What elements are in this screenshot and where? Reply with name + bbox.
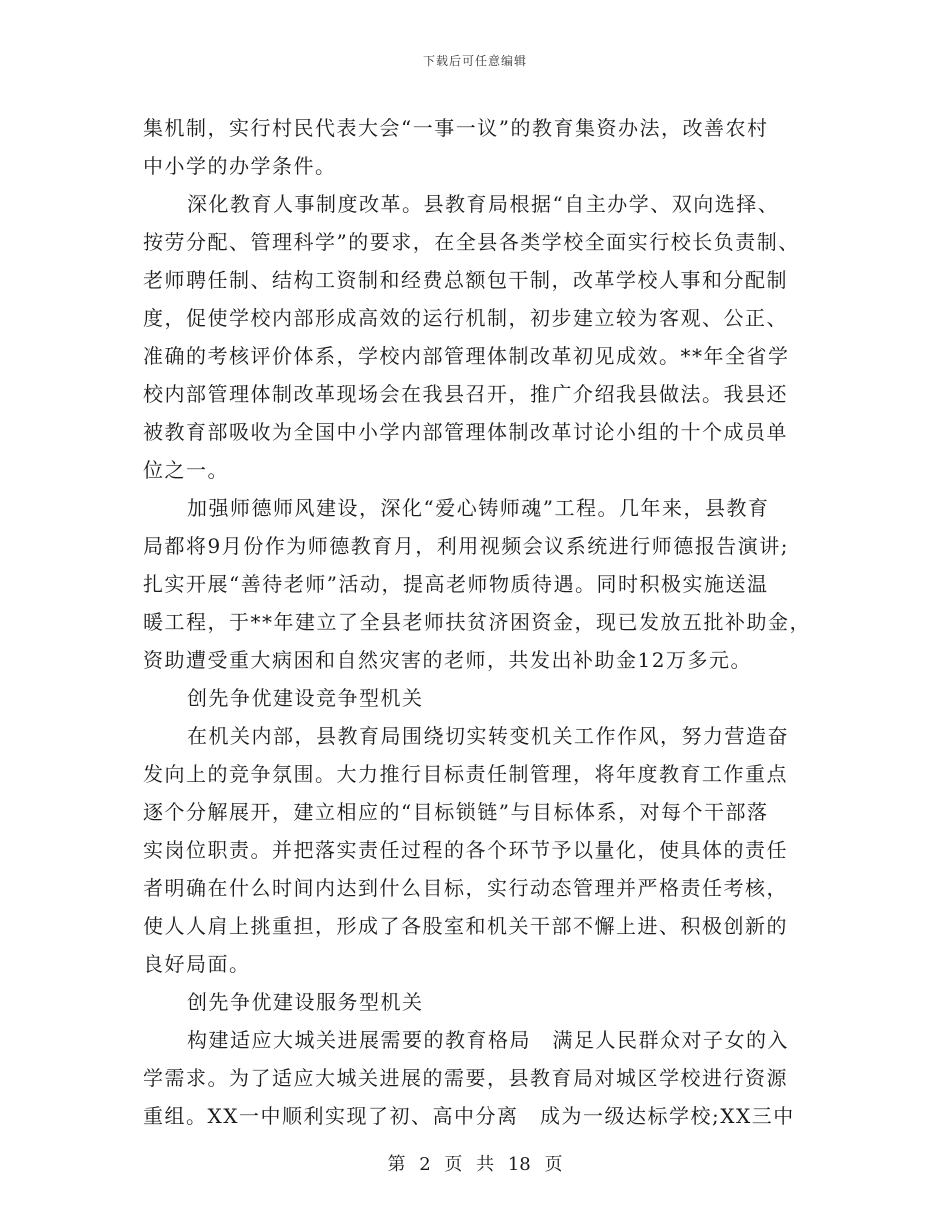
text-line: 重组。XX一中顺利实现了初、高中分离 成为一级达标学校;XX三中 <box>143 1104 795 1128</box>
text-line: 发向上的竞争氛围。大力推行目标责任制管理，将年度教育工作重点 <box>143 762 788 786</box>
text-line: 资助遭受重大病困和自然灾害的老师，共发出补助金12万多元。 <box>143 648 752 672</box>
text-line: 校内部管理体制改革现场会在我县召开，推广介绍我县做法。我县还 <box>143 382 788 406</box>
text-line: 局都将9月份作为师德教育月，利用视频会议系统进行师德报告演讲; <box>143 534 789 558</box>
text-line: 被教育部吸收为全国中小学内部管理体制改革讨论小组的十个成员单 <box>143 420 788 444</box>
paragraph-start: 深化教育人事制度改革。县教育局根据“自主办学、双向选择、 <box>187 192 780 216</box>
section-heading: 创先争优建设竞争型机关 <box>187 686 424 710</box>
text-line: 使人人肩上挑重担，形成了各股室和机关干部不懈上进、积极创新的 <box>143 914 788 938</box>
section-heading: 创先争优建设服务型机关 <box>187 990 424 1014</box>
text-line: 老师聘任制、结构工资制和经费总额包干制，改革学校人事和分配制 <box>143 268 788 292</box>
text-line: 准确的考核评价体系，学校内部管理体制改革初见成效。**年全省学 <box>143 344 790 368</box>
text-line: 按劳分配、管理科学”的要求，在全县各类学校全面实行校长负责制、 <box>143 230 800 254</box>
document-body <box>143 109 811 1135</box>
page-header-note: 下载后可任意编辑 <box>422 54 527 68</box>
text-line: 良好局面。 <box>143 952 251 976</box>
text-line: 逐个分解展开，建立相应的“目标锁链”与目标体系，对每个干部落 <box>143 800 769 824</box>
text-line: 学需求。为了适应大城关进展的需要，县教育局对城区学校进行资源 <box>143 1066 788 1090</box>
text-line: 暖工程，于**年建立了全县老师扶贫济困资金，现已发放五批补助金， <box>143 610 811 634</box>
text-line: 度，促使学校内部形成高效的运行机制，初步建立较为客观、公正、 <box>143 306 788 330</box>
text-line: 扎实开展“善待老师”活动，提高老师物质待遇。同时积极实施送温 <box>143 572 769 596</box>
text-line: 集机制，实行村民代表大会“一事一议”的教育集资办法，改善农村 <box>143 116 769 140</box>
page-number: 第 2 页 共 18 页 <box>387 1154 563 1175</box>
text-line: 者明确在什么时间内达到什么目标，实行动态管理并严格责任考核， <box>143 876 788 900</box>
text-line: 位之一。 <box>143 458 229 482</box>
paragraph-start: 加强师德师风建设，深化“爱心铸师魂”工程。几年来，县教育 <box>187 496 770 520</box>
text-line: 中小学的办学条件。 <box>143 154 337 178</box>
text-line: 实岗位职责。并把落实责任过程的各个环节予以量化，使具体的责任 <box>143 838 788 862</box>
paragraph-start: 构建适应大城关进展需要的教育格局 满足人民群众对子女的入 <box>187 1028 789 1052</box>
paragraph-start: 在机关内部，县教育局围绕切实转变机关工作作风，努力营造奋 <box>187 724 789 748</box>
